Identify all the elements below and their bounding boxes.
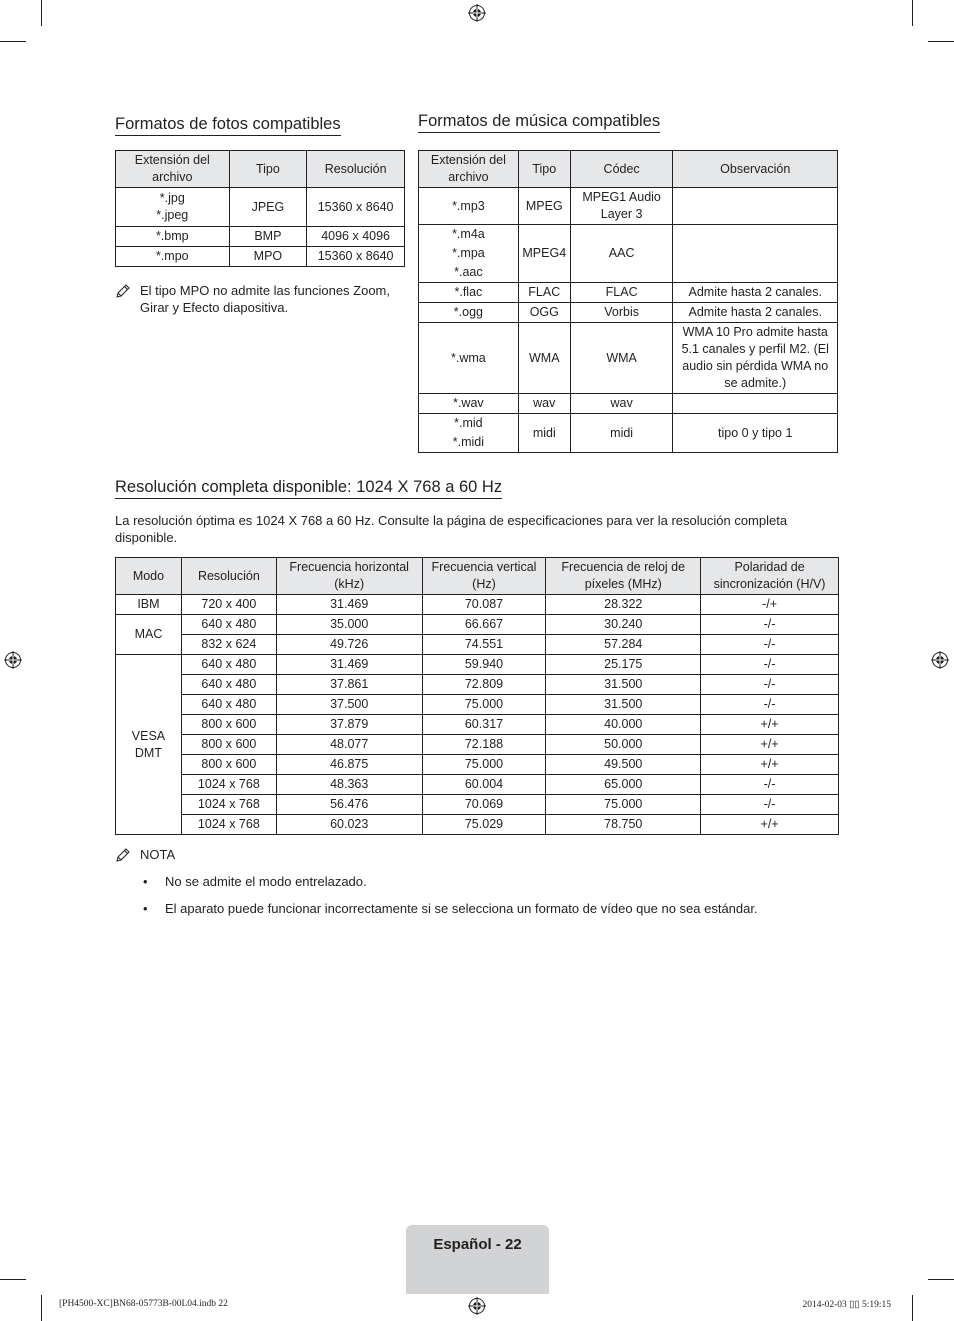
music-formats-title: Formatos de música compatibles (418, 111, 660, 133)
res-cell: +/+ (701, 815, 839, 835)
music-formats-table (418, 150, 838, 453)
nota-label: NOTA (140, 847, 176, 862)
music-cell-type: midi (518, 414, 570, 453)
music-cell-ext: *.ogg (419, 303, 519, 323)
music-header-ext: Extensión del archivo (419, 151, 519, 188)
music-cell-type: MPEG4 (518, 225, 570, 283)
res-header-pixclock: Frecuencia de reloj de píxeles (MHz) (546, 558, 701, 595)
res-cell: 72.809 (422, 675, 546, 695)
registration-mark-icon (468, 1297, 486, 1315)
resolution-intro: La resolución óptima es 1024 X 768 a 60 Hz. Consulte la página de especificaciones para ver la resolución completa disponible. (115, 513, 788, 545)
music-cell-codec: midi (570, 414, 673, 453)
crop-mark (912, 1295, 913, 1321)
res-cell: 640 x 480 (181, 615, 276, 635)
res-cell: -/- (701, 615, 839, 635)
res-cell: +/+ (701, 735, 839, 755)
res-cell: 31.469 (276, 655, 422, 675)
music-cell-ext: *.mid *.midi (419, 414, 519, 453)
res-cell: 31.469 (276, 595, 422, 615)
photo-header-res: Resolución (307, 151, 405, 188)
print-file-info: [PH4500-XC]BN68-05773B-00L04.indb 22 (59, 1299, 228, 1309)
res-cell: 70.087 (422, 595, 546, 615)
res-header-vfreq: Frecuencia vertical (Hz) (422, 558, 546, 595)
photo-cell-ext: *.mpo (116, 247, 230, 267)
res-cell: 37.500 (276, 695, 422, 715)
photo-cell-res: 15360 x 8640 (307, 188, 405, 227)
music-cell-obs (673, 225, 838, 283)
music-cell-obs (673, 394, 838, 414)
photo-header-type: Tipo (229, 151, 307, 188)
res-header-hfreq: Frecuencia horizontal (kHz) (276, 558, 422, 595)
music-cell-ext: *.wma (419, 323, 519, 394)
res-cell: 30.240 (546, 615, 701, 635)
music-cell-ext: *.wav (419, 394, 519, 414)
res-cell: -/- (701, 775, 839, 795)
music-cell-type: WMA (518, 323, 570, 394)
bullet-dot: • (143, 901, 148, 916)
res-cell: 48.363 (276, 775, 422, 795)
photo-cell-ext: *.jpg *.jpeg (116, 188, 230, 227)
res-header-mode: Modo (116, 558, 182, 595)
res-mode-cell: VESA DMT (116, 655, 182, 835)
res-cell: 78.750 (546, 815, 701, 835)
res-cell: 57.284 (546, 635, 701, 655)
res-cell: 31.500 (546, 675, 701, 695)
res-cell: 1024 x 768 (181, 775, 276, 795)
res-header-polarity: Polaridad de sincronización (H/V) (701, 558, 839, 595)
res-cell: 75.029 (422, 815, 546, 835)
res-cell: 720 x 400 (181, 595, 276, 615)
music-cell-ext: *.flac (419, 283, 519, 303)
crop-mark (41, 0, 42, 26)
res-cell: 37.861 (276, 675, 422, 695)
res-cell: 60.023 (276, 815, 422, 835)
photo-cell-res: 4096 x 4096 (307, 227, 405, 247)
res-cell: 800 x 600 (181, 715, 276, 735)
photo-cell-type: MPO (229, 247, 307, 267)
photo-formats-table (115, 150, 405, 267)
res-cell: 832 x 624 (181, 635, 276, 655)
res-cell: 65.000 (546, 775, 701, 795)
music-header-codec: Códec (570, 151, 673, 188)
res-cell: +/+ (701, 755, 839, 775)
music-header-type: Tipo (518, 151, 570, 188)
res-cell: 640 x 480 (181, 675, 276, 695)
res-cell: 48.077 (276, 735, 422, 755)
page-number: Español - 22 (433, 1236, 522, 1253)
res-cell: 640 x 480 (181, 695, 276, 715)
res-cell: 640 x 480 (181, 655, 276, 675)
music-cell-codec: FLAC (570, 283, 673, 303)
res-cell: 75.000 (422, 695, 546, 715)
music-cell-codec: AAC (570, 225, 673, 283)
res-cell: -/- (701, 795, 839, 815)
res-cell: +/+ (701, 715, 839, 735)
note-pencil-icon (115, 847, 131, 863)
nota-bullet: No se admite el modo entrelazado. (165, 874, 367, 889)
res-cell: 800 x 600 (181, 735, 276, 755)
music-cell-obs: WMA 10 Pro admite hasta 5.1 canales y perfil M2. (El audio sin pérdida WMA no se admite.) (673, 323, 838, 394)
res-cell: 31.500 (546, 695, 701, 715)
res-mode-cell: IBM (116, 595, 182, 615)
music-cell-type: OGG (518, 303, 570, 323)
music-header-obs: Observación (673, 151, 838, 188)
photo-cell-res: 15360 x 8640 (307, 247, 405, 267)
res-cell: 59.940 (422, 655, 546, 675)
res-cell: -/- (701, 635, 839, 655)
photo-cell-type: BMP (229, 227, 307, 247)
photo-header-ext: Extensión del archivo (116, 151, 230, 188)
music-cell-type: MPEG (518, 188, 570, 225)
res-cell: 1024 x 768 (181, 815, 276, 835)
res-cell: 25.175 (546, 655, 701, 675)
res-cell: 60.317 (422, 715, 546, 735)
print-date: 2014-02-03 ▯▯ 5:19:15 (802, 1300, 891, 1310)
res-cell: 37.879 (276, 715, 422, 735)
music-cell-ext: *.mp3 (419, 188, 519, 225)
res-cell: 75.000 (546, 795, 701, 815)
res-cell: 800 x 600 (181, 755, 276, 775)
registration-mark-icon (931, 651, 949, 669)
res-cell: 50.000 (546, 735, 701, 755)
music-cell-obs: Admite hasta 2 canales. (673, 283, 838, 303)
res-cell: -/- (701, 655, 839, 675)
res-cell: -/+ (701, 595, 839, 615)
photo-cell-type: JPEG (229, 188, 307, 227)
music-cell-codec: MPEG1 Audio Layer 3 (570, 188, 673, 225)
res-cell: 72.188 (422, 735, 546, 755)
crop-mark (0, 1279, 26, 1280)
res-cell: 56.476 (276, 795, 422, 815)
res-cell: -/- (701, 695, 839, 715)
registration-mark-icon (4, 651, 22, 669)
bullet-dot: • (143, 874, 148, 889)
music-cell-codec: wav (570, 394, 673, 414)
res-cell: 49.500 (546, 755, 701, 775)
res-cell: 49.726 (276, 635, 422, 655)
photo-formats-title: Formatos de fotos compatibles (115, 114, 341, 136)
music-cell-codec: Vorbis (570, 303, 673, 323)
res-cell: 66.667 (422, 615, 546, 635)
res-cell: 46.875 (276, 755, 422, 775)
res-cell: 60.004 (422, 775, 546, 795)
res-cell: 35.000 (276, 615, 422, 635)
crop-mark (928, 41, 954, 42)
music-cell-type: wav (518, 394, 570, 414)
registration-mark-icon (468, 4, 486, 22)
photo-note: El tipo MPO no admite las funciones Zoom, Girar y Efecto diapositiva. (140, 283, 391, 315)
resolution-title: Resolución completa disponible: 1024 X 768 a 60 Hz (115, 477, 502, 499)
crop-mark (928, 1279, 954, 1280)
music-cell-obs (673, 188, 838, 225)
res-mode-cell: MAC (116, 615, 182, 655)
res-cell: -/- (701, 675, 839, 695)
music-cell-obs: Admite hasta 2 canales. (673, 303, 838, 323)
music-cell-ext: *.m4a *.mpa *.aac (419, 225, 519, 283)
resolution-table (115, 557, 839, 835)
photo-cell-ext: *.bmp (116, 227, 230, 247)
res-cell: 1024 x 768 (181, 795, 276, 815)
music-cell-type: FLAC (518, 283, 570, 303)
music-cell-obs: tipo 0 y tipo 1 (673, 414, 838, 453)
music-cell-codec: WMA (570, 323, 673, 394)
crop-mark (912, 0, 913, 26)
res-cell: 74.551 (422, 635, 546, 655)
res-cell: 70.069 (422, 795, 546, 815)
crop-mark (41, 1295, 42, 1321)
res-header-resolution: Resolución (181, 558, 276, 595)
nota-bullet: El aparato puede funcionar incorrectamente si se selecciona un formato de vídeo que no sea estándar. (165, 901, 758, 916)
res-cell: 75.000 (422, 755, 546, 775)
res-cell: 28.322 (546, 595, 701, 615)
crop-mark (0, 41, 26, 42)
res-cell: 40.000 (546, 715, 701, 735)
note-pencil-icon (115, 283, 131, 299)
